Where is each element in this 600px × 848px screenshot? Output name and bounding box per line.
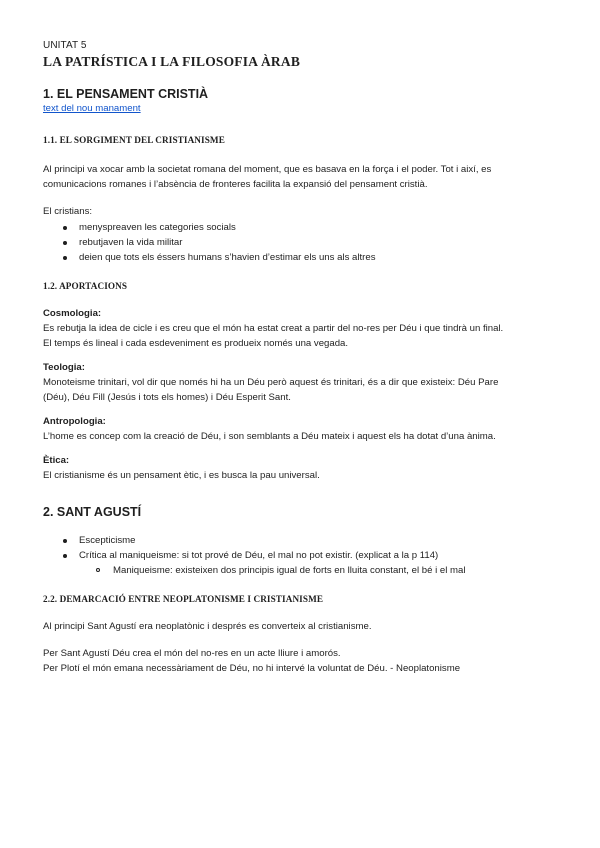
- section-heading-sant-agusti: 2. SANT AGUSTÍ: [43, 505, 142, 519]
- subsection-heading-aportacions: 1.2. APORTACIONS: [43, 281, 128, 291]
- list-item: Crítica al maniqueisme: si tot prové de Déu, el mal no pot existir. (explicat a la p 114): [43, 548, 563, 563]
- maniqueisme-sublist: [43, 563, 563, 578]
- unit-label: UNITAT 5: [43, 40, 87, 51]
- bullet-icon: [63, 241, 67, 245]
- paragraph-line: Es rebutja la idea de cicle i es creu que el món ha estat creat a partir del no-res per Déu i que tindrà un final.: [43, 323, 504, 334]
- paragraph-line: El cristianisme és un pensament ètic, i es busca la pau universal.: [43, 470, 320, 481]
- aportacio-label: Cosmologia:: [43, 308, 102, 319]
- aportacio-etica: [43, 453, 563, 483]
- paragraph-line: Per Sant Agustí Déu crea el món del no-res en un acte lliure i amorós.: [43, 648, 341, 659]
- paragraph-line: L’home es concep com la creació de Déu, i son semblants a Déu mateix i aquest els ha dotat d’una ànima.: [43, 431, 496, 442]
- list-item: Maniqueisme: existeixen dos principis igual de forts en lluita constant, el bé i el mal: [43, 563, 563, 578]
- paragraph-line: comunicacions romanes i l’absència de fronteres facilita la expansió del pensament cristià.: [43, 179, 428, 190]
- paragraph-line: (Déu), Déu Fill (Jesús i tots els homes) i Déu Esperit Sant.: [43, 392, 291, 403]
- demarcacio-paragraph-2: [43, 646, 563, 676]
- list-item: menyspreaven les categories socials: [43, 220, 563, 235]
- section-heading-pensament-cristia: 1. EL PENSAMENT CRISTIÀ: [43, 87, 209, 101]
- paragraph-line: Monoteisme trinitari, vol dir que només hi ha un Déu però aquest és trinitari, és a dir que existeix: Déu Pare: [43, 377, 499, 388]
- hollow-bullet-icon: [96, 568, 100, 572]
- list-item: deien que tots els éssers humans s’havien d’estimar els uns als altres: [43, 250, 563, 265]
- list-item: Escepticisme: [43, 533, 563, 548]
- document-page: [43, 40, 563, 688]
- bullet-icon: [63, 226, 67, 230]
- paragraph-line: Al principi va xocar amb la societat romana del moment, que es basava en la força i el poder. Tot i així, es: [43, 164, 492, 175]
- bullet-icon: [63, 539, 67, 543]
- bullet-icon: [63, 554, 67, 558]
- bullet-icon: [63, 256, 67, 260]
- aportacio-cosmologia: [43, 306, 563, 351]
- aportacio-teologia: [43, 360, 563, 405]
- cristians-list: [43, 220, 563, 265]
- paragraph-line: El temps és lineal i cada esdeveniment es produeix només una vegada.: [43, 338, 349, 349]
- aportacio-label: Antropologia:: [43, 416, 106, 427]
- nou-manament-link[interactable]: text del nou manament: [43, 103, 141, 114]
- subsection-heading-sorgiment: 1.1. EL SORGIMENT DEL CRISTIANISME: [43, 135, 225, 145]
- paragraph-line: Al principi Sant Agustí era neoplatònic i després es converteix al cristianisme.: [43, 621, 372, 632]
- agusti-list: [43, 533, 563, 563]
- aportacio-label: Teologia:: [43, 362, 85, 373]
- sorgiment-paragraph: [43, 162, 563, 192]
- document-title: LA PATRÍSTICA I LA FILOSOFIA ÀRAB: [43, 54, 301, 69]
- aportacio-antropologia: [43, 414, 563, 444]
- list-intro: El cristians:: [43, 206, 93, 217]
- subsection-heading-demarcacio: 2.2. DEMARCACIÓ ENTRE NEOPLATONISME I CRISTIANISME: [43, 594, 324, 604]
- aportacio-label: Ètica:: [43, 455, 70, 466]
- list-item: rebutjaven la vida militar: [43, 235, 563, 250]
- paragraph-line: Per Plotí el món emana necessàriament de Déu, no hi intervé la voluntat de Déu. - Neoplatonisme: [43, 663, 461, 674]
- demarcacio-paragraph-1: [43, 619, 563, 634]
